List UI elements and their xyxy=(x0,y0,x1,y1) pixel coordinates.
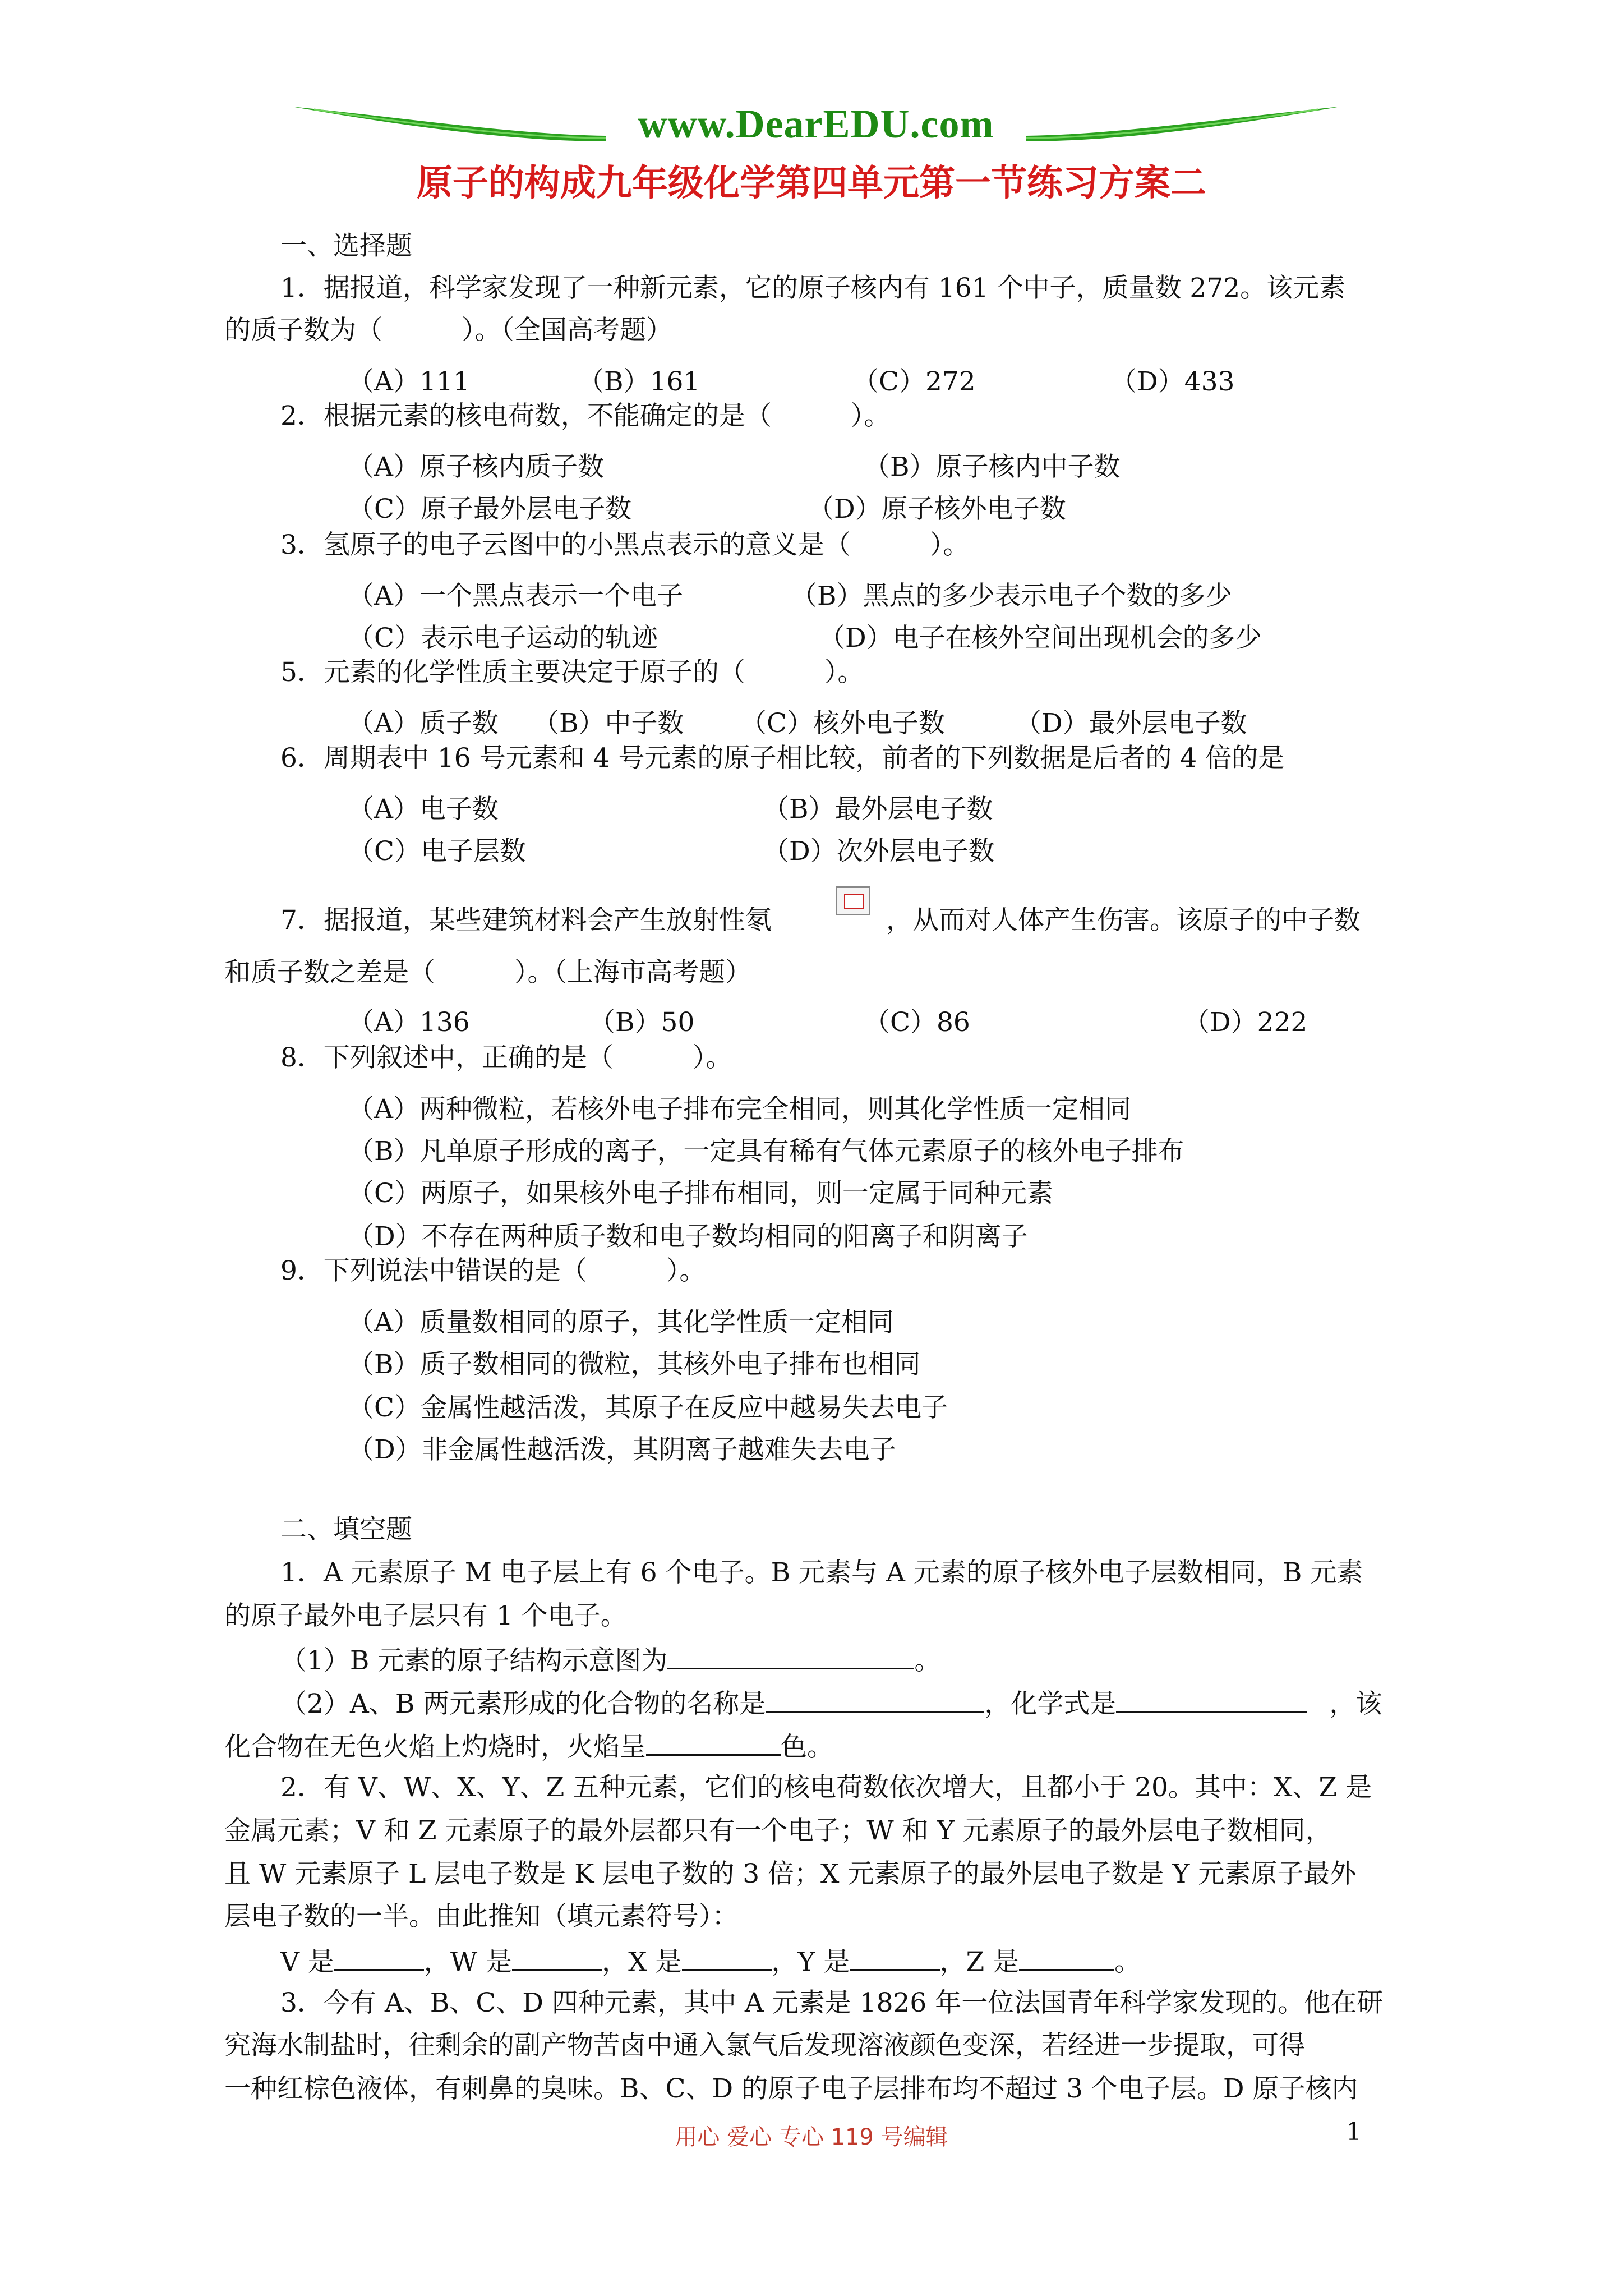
f3-line1: 3．今有 A、B、C、D 四种元素，其中 A 元素是 1826 年一位法国青年科学家发现的。他在研 xyxy=(280,1987,1384,2018)
q5-option-a: （A）质子数 xyxy=(348,708,499,739)
f1-part1-prompt: （1）B 元素的原子结构示意图为 xyxy=(280,1645,668,1676)
site-banner xyxy=(292,95,1340,157)
q2-option-c: （C）原子最外层电子数 xyxy=(348,494,631,524)
q8-option-c: （C）两原子，如果核外电子排布相同，则一定属于同种元素 xyxy=(348,1178,1053,1209)
q7-line1b: ，从而对人体产生伤害。该原子的中子数 xyxy=(886,905,1361,936)
q5-option-d: （D）最外层电子数 xyxy=(1015,708,1247,739)
f2-z-label: ，Z 是 xyxy=(939,1947,1020,1977)
f2-line2: 金属元素；V 和 Z 元素原子的最外层都只有一个电子；W 和 Y 元素原子的最外层电子数相同， xyxy=(224,1815,1332,1846)
f1-line2: 的原子最外电子层只有 1 个电子。 xyxy=(224,1600,627,1631)
q2-stem: 2．根据元素的核电荷数，不能确定的是（ ）。 xyxy=(280,401,891,431)
q8-option-b: （B）凡单原子形成的离子，一定具有稀有气体元素原子的核外电子排布 xyxy=(348,1136,1184,1167)
q2-option-b: （B）原子核内中子数 xyxy=(864,452,1121,482)
q3-option-c: （C）表示电子运动的轨迹 xyxy=(348,623,658,654)
q2-option-a: （A）原子核内质子数 xyxy=(348,452,604,482)
answer-blank[interactable] xyxy=(646,1732,781,1756)
section-heading-fill: 二、填空题 xyxy=(280,1514,412,1545)
q7-line2: 和质子数之差是（ ）。（上海市高考题） xyxy=(224,957,751,988)
q7-option-d: （D）222 xyxy=(1183,1007,1308,1038)
answer-blank[interactable] xyxy=(766,1688,984,1713)
q9-stem: 9．下列说法中错误的是（ ）。 xyxy=(280,1255,706,1286)
q6-option-c: （C）电子层数 xyxy=(348,836,526,867)
q6-option-a: （A）电子数 xyxy=(348,794,499,825)
q6-option-b: （B）最外层电子数 xyxy=(763,794,993,825)
q9-option-b: （B）质子数相同的微粒，其核外电子排布也相同 xyxy=(348,1349,921,1380)
f2-v-label: V 是 xyxy=(280,1947,334,1977)
q8-stem: 8．下列叙述中，正确的是（ ）。 xyxy=(280,1042,732,1073)
q1-option-c: （C）272 xyxy=(852,366,976,397)
q3-option-b: （B）黑点的多少表示电子个数的多少 xyxy=(791,581,1232,611)
f2-x-label: ，X 是 xyxy=(602,1947,682,1977)
f1-line1: 1．A 元素原子 M 电子层上有 6 个电子。B 元素与 A 元素的原子核外电子层数相同，B 元素 xyxy=(280,1557,1363,1588)
q3-stem: 3．氢原子的电子云图中的小黑点表示的意义是（ ）。 xyxy=(280,530,970,560)
f1-part2-mid: ，化学式是 xyxy=(984,1688,1117,1719)
q1-line1: 1．据报道，科学家发现了一种新元素，它的原子核内有 161 个中子，质量数 272。该元素 xyxy=(280,273,1346,303)
q7-option-b: （B）50 xyxy=(589,1007,695,1038)
q1-line2: 的质子数为（ ）。（全国高考题） xyxy=(224,315,672,346)
f1-part2-cont-prompt: 化合物在无色火焰上灼烧时，火焰呈 xyxy=(224,1732,646,1763)
answer-blank-z[interactable] xyxy=(1019,1947,1114,1971)
q5-option-c: （C）核外电子数 xyxy=(740,708,945,739)
f2-end: 。 xyxy=(1114,1947,1141,1977)
f1-part2-cont xyxy=(224,1732,833,1763)
q8-option-a: （A）两种微粒，若核外电子排布完全相同，则其化学性质一定相同 xyxy=(348,1094,1131,1125)
answer-blank-y[interactable] xyxy=(850,1947,940,1971)
broken-image-icon xyxy=(836,886,870,915)
f3-line2: 究海水制盐时，往剩余的副产物苦卤中通入氯气后发现溶液颜色变深，若经进一步提取，可得 xyxy=(224,2030,1305,2061)
f2-line3: 且 W 元素原子 L 层电子数是 K 层电子数的 3 倍；X 元素原子的最外层电子数是 Y 元素原子最外 xyxy=(224,1858,1357,1889)
answer-blank-v[interactable] xyxy=(334,1947,424,1971)
f2-line1: 2．有 V、W、X、Y、Z 五种元素，它们的核电荷数依次增大，且都小于 20。其中：X、Z 是 xyxy=(280,1772,1372,1803)
f2-answers xyxy=(280,1947,1141,1975)
f1-part1-end: 。 xyxy=(914,1645,941,1676)
f1-part2-tail: ，该 xyxy=(1329,1688,1382,1719)
q5-stem: 5．元素的化学性质主要决定于原子的（ ）。 xyxy=(280,657,864,688)
answer-blank-w[interactable] xyxy=(512,1947,602,1971)
f3-line3: 一种红棕色液体，有刺鼻的臭味。B、C、D 的原子电子层排布均不超过 3 个电子层。D 原子核内 xyxy=(224,2073,1358,2104)
q5-option-b: （B）中子数 xyxy=(533,708,684,739)
q3-option-d: （D）电子在核外空间出现机会的多少 xyxy=(819,623,1262,654)
q1-option-b: （B）161 xyxy=(578,366,700,397)
q6-option-d: （D）次外层电子数 xyxy=(763,836,995,867)
page-number: 1 xyxy=(1346,2118,1362,2146)
answer-blank[interactable] xyxy=(667,1645,914,1669)
q2-option-d: （D）原子核外电子数 xyxy=(808,494,1066,524)
q7-option-c: （C）86 xyxy=(864,1007,970,1038)
footer-text: 用心 爱心 专心 119 号编辑 xyxy=(675,2124,948,2150)
answer-blank-x[interactable] xyxy=(682,1947,772,1971)
q3-option-a: （A）一个黑点表示一个电子 xyxy=(348,581,683,611)
q1-option-d: （D）433 xyxy=(1110,366,1235,397)
q1-option-a: （A）111 xyxy=(348,366,470,397)
f2-w-label: ，W 是 xyxy=(423,1947,513,1977)
q9-option-a: （A）质量数相同的原子，其化学性质一定相同 xyxy=(348,1307,894,1338)
section-heading-choice: 一、选择题 xyxy=(280,231,412,261)
q7-line1a: 7．据报道，某些建筑材料会产生放射性氡 xyxy=(280,905,772,936)
f1-part2-cont-end: 色。 xyxy=(781,1732,833,1763)
q9-option-d: （D）非金属性越活泼，其阴离子越难失去电子 xyxy=(348,1434,896,1465)
q6-stem: 6．周期表中 16 号元素和 4 号元素的原子相比较，前者的下列数据是后者的 4 倍的是 xyxy=(280,743,1285,774)
f2-line4: 层电子数的一半。由此推知（填元素符号）： xyxy=(224,1901,739,1932)
f1-part2-prompt: （2）A、B 两元素形成的化合物的名称是 xyxy=(280,1688,766,1719)
f2-y-label: ，Y 是 xyxy=(771,1947,850,1977)
site-name: www.DearEDU.com xyxy=(638,102,994,146)
f1-part2 xyxy=(280,1688,1382,1717)
document-title: 原子的构成九年级化学第四单元第一节练习方案二 xyxy=(417,163,1206,204)
q8-option-d: （D）不存在两种质子数和电子数均相同的阳离子和阴离子 xyxy=(348,1221,1028,1252)
q9-option-c: （C）金属性越活泼，其原子在反应中越易失去电子 xyxy=(348,1392,948,1423)
answer-blank[interactable] xyxy=(1116,1688,1307,1713)
q7-option-a: （A）136 xyxy=(348,1007,470,1038)
f1-part1 xyxy=(280,1645,940,1674)
